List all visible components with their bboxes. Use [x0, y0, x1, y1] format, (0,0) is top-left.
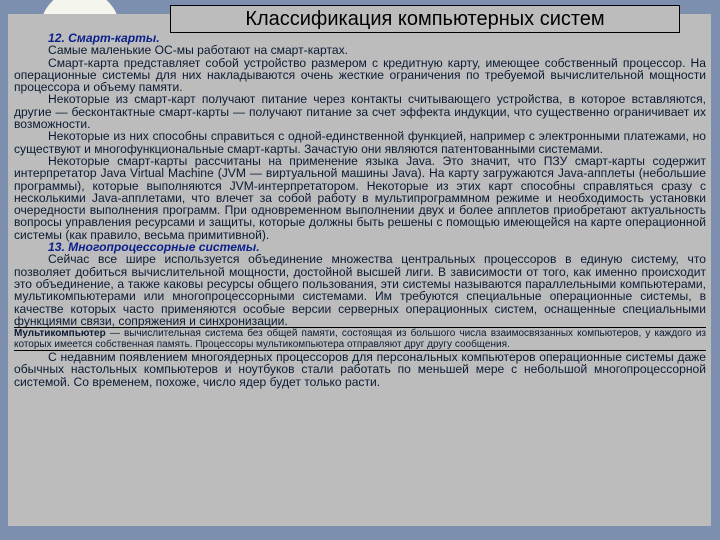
slide-title: Классификация компьютерных систем [170, 5, 680, 33]
section-13-heading: 13. Многопроцессорные системы. [48, 240, 260, 255]
paragraph-5: Некоторые смарт-карты рассчитаны на применение языка Java. Это значит, что ПЗУ смарт-карты содержит интерпретатор Java Virtual Machine (JVM — виртуальной машины Java). На карту загружаются Java-апплеты (небольшие программы), которые выполняются JVM-интерпретатором. Некоторые из этих карт способны справляться сразу с несколькими Java-апплетами, что влечет за собой работу в мультипрограммном режиме и необходимость установки очередности выполнения программ. При одновременном выполнении двух и более апплетов приобретают актуальность вопросы управления ресурсами и защиты, которые должны быть решены с помощью имеющейся на карте операционной системы (как правило, весьма примитивной). [14, 153, 706, 242]
note-text: — вычислительная система без общей памяти, состоящая из большого числа взаимосвязанных компьютеров, у каждого из которых имеется собственная память. Процессоры мультикомпьютера отправляют друг другу сообщения. [14, 328, 706, 351]
paragraph-6: Сейчас все шире используется объединение множества центральных процессоров в единую систему, что позволяет добиться вычислительной мощности, достойной высшей лиги. В зависимости от того, как именно происходит это объединение, а также каковы ресурсы общего пользования, эти системы называются параллельными компьютерами, мультикомпьютерами или многопроцессорными системами. Им требуются специальные операционные системы, в качестве которых часто применяются особые версии серверных операционных систем, оснащенные специальными функциями связи, сопряжения и синхронизации. [14, 252, 706, 328]
paragraph-3: Некоторые из смарт-карт получают питание через контакты считывающего устройства, в которое вставляются, другие — бесконтактные смарт-карты — получают питание за счет эффекта индукции, что существенно ограничивает их возможности. [14, 92, 706, 132]
paragraph-4: Некоторые из них способны справиться с одной-единственной функцией, например с электронными платежами, но существуют и многофункциональные смарт-карты. Зачастую они являются патентованными системами. [14, 129, 706, 156]
slide-body [14, 32, 706, 388]
paragraph-2: Смарт-карта представляет собой устройство размером с кредитную карту, имеющее собственный процессор. На операционные системы для них накладываются очень жесткие ограничения по требуемой вычислительной мощности процессора и объему памяти. [14, 55, 706, 95]
definition-note [14, 327, 706, 351]
paragraph-7: С недавним появлением многоядерных процессоров для персональных компьютеров операционные системы даже обычных настольных компьютеров и ноутбуков стали работать по меньшей мере с небольшой многопроцессорной системой. Со временем, похоже, число ядер будет только расти. [14, 350, 706, 389]
section-12-heading: 12. Смарт-карты. [48, 31, 160, 45]
note-term: Мультикомпьютер [14, 328, 106, 340]
paragraph-1: Самые маленькие ОС-мы работают на смарт-картах. [48, 43, 348, 58]
